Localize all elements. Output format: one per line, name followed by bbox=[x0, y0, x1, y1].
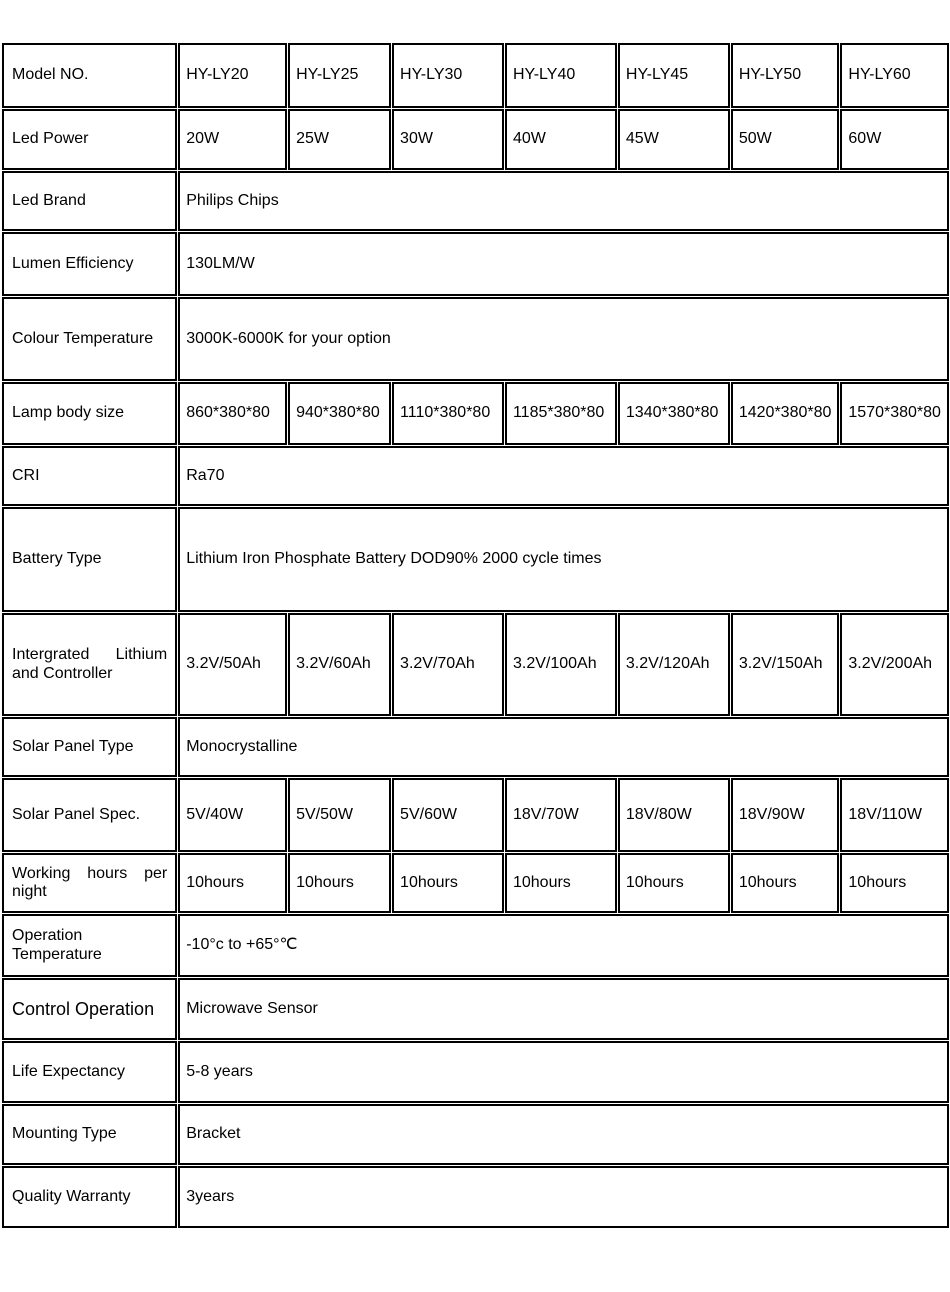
spec-label-control-operation: Control Operation bbox=[2, 978, 177, 1040]
spec-value-led-power-6: 60W bbox=[840, 109, 949, 170]
spec-value-model-no-4: HY-LY45 bbox=[618, 43, 730, 108]
spec-label-solar-panel-spec: Solar Panel Spec. bbox=[2, 778, 177, 852]
spec-label-working-hours: Working hours per night bbox=[2, 853, 177, 913]
spec-table bbox=[1, 42, 950, 1229]
spec-value-integrated-lithium-6: 3.2V/200Ah bbox=[840, 613, 949, 716]
spec-value-lamp-body-size-1: 940*380*80 bbox=[288, 382, 391, 445]
spec-label-mounting-type: Mounting Type bbox=[2, 1104, 177, 1165]
spec-value-led-power-4: 45W bbox=[618, 109, 730, 170]
spec-label-colour-temperature: Colour Temperature bbox=[2, 297, 177, 381]
spec-label-lamp-body-size: Lamp body size bbox=[2, 382, 177, 445]
spec-value-operation-temp: -10°c to +65°℃ bbox=[178, 914, 949, 977]
spec-row-lumen-efficiency bbox=[2, 232, 949, 296]
spec-value-model-no-3: HY-LY40 bbox=[505, 43, 617, 108]
spec-value-model-no-2: HY-LY30 bbox=[392, 43, 504, 108]
spec-label-quality-warranty: Quality Warranty bbox=[2, 1166, 177, 1228]
spec-row-led-power bbox=[2, 109, 949, 170]
spec-value-integrated-lithium-5: 3.2V/150Ah bbox=[731, 613, 840, 716]
spec-label-led-power: Led Power bbox=[2, 109, 177, 170]
spec-value-working-hours-1: 10hours bbox=[288, 853, 391, 913]
spec-value-lamp-body-size-2: 1110*380*80 bbox=[392, 382, 504, 445]
spec-value-led-brand: Philips Chips bbox=[178, 171, 949, 231]
spec-value-cri: Ra70 bbox=[178, 446, 949, 506]
spec-value-integrated-lithium-1: 3.2V/60Ah bbox=[288, 613, 391, 716]
spec-value-model-no-5: HY-LY50 bbox=[731, 43, 840, 108]
spec-row-colour-temperature bbox=[2, 297, 949, 381]
spec-value-solar-panel-spec-6: 18V/110W bbox=[840, 778, 949, 852]
spec-row-control-operation bbox=[2, 978, 949, 1040]
spec-row-quality-warranty bbox=[2, 1166, 949, 1228]
spec-value-working-hours-6: 10hours bbox=[840, 853, 949, 913]
spec-label-battery-type: Battery Type bbox=[2, 507, 177, 612]
spec-value-integrated-lithium-4: 3.2V/120Ah bbox=[618, 613, 730, 716]
spec-value-lamp-body-size-4: 1340*380*80 bbox=[618, 382, 730, 445]
spec-value-life-expectancy: 5-8 years bbox=[178, 1041, 949, 1103]
spec-value-mounting-type: Bracket bbox=[178, 1104, 949, 1165]
spec-label-operation-temp: Operation Temperature bbox=[2, 914, 177, 977]
spec-value-solar-panel-spec-5: 18V/90W bbox=[731, 778, 840, 852]
spec-value-control-operation: Microwave Sensor bbox=[178, 978, 949, 1040]
spec-label-lumen-efficiency: Lumen Efficiency bbox=[2, 232, 177, 296]
spec-row-battery-type bbox=[2, 507, 949, 612]
spec-label-integrated-lithium: Intergrated Lithium and Controller bbox=[2, 613, 177, 716]
spec-value-model-no-6: HY-LY60 bbox=[840, 43, 949, 108]
spec-value-integrated-lithium-0: 3.2V/50Ah bbox=[178, 613, 287, 716]
spec-label-life-expectancy: Life Expectancy bbox=[2, 1041, 177, 1103]
spec-value-integrated-lithium-3: 3.2V/100Ah bbox=[505, 613, 617, 716]
spec-value-colour-temperature: 3000K-6000K for your option bbox=[178, 297, 949, 381]
spec-row-integrated-lithium bbox=[2, 613, 949, 716]
spec-value-led-power-0: 20W bbox=[178, 109, 287, 170]
spec-value-lamp-body-size-5: 1420*380*80 bbox=[731, 382, 840, 445]
spec-row-working-hours bbox=[2, 853, 949, 913]
spec-label-model-no: Model NO. bbox=[2, 43, 177, 108]
spec-value-working-hours-5: 10hours bbox=[731, 853, 840, 913]
spec-value-working-hours-0: 10hours bbox=[178, 853, 287, 913]
spec-value-led-power-5: 50W bbox=[731, 109, 840, 170]
spec-row-solar-panel-spec bbox=[2, 778, 949, 852]
spec-row-operation-temp bbox=[2, 914, 949, 977]
spec-value-integrated-lithium-2: 3.2V/70Ah bbox=[392, 613, 504, 716]
spec-label-solar-panel-type: Solar Panel Type bbox=[2, 717, 177, 777]
spec-value-solar-panel-spec-2: 5V/60W bbox=[392, 778, 504, 852]
spec-value-led-power-1: 25W bbox=[288, 109, 391, 170]
spec-value-working-hours-3: 10hours bbox=[505, 853, 617, 913]
spec-value-solar-panel-spec-3: 18V/70W bbox=[505, 778, 617, 852]
spec-row-life-expectancy bbox=[2, 1041, 949, 1103]
spec-value-model-no-1: HY-LY25 bbox=[288, 43, 391, 108]
spec-value-battery-type: Lithium Iron Phosphate Battery DOD90% 2000 cycle times bbox=[178, 507, 949, 612]
spec-value-working-hours-4: 10hours bbox=[618, 853, 730, 913]
spec-value-led-power-2: 30W bbox=[392, 109, 504, 170]
spec-value-quality-warranty: 3years bbox=[178, 1166, 949, 1228]
spec-row-mounting-type bbox=[2, 1104, 949, 1165]
spec-value-led-power-3: 40W bbox=[505, 109, 617, 170]
spec-row-cri bbox=[2, 446, 949, 506]
spec-value-working-hours-2: 10hours bbox=[392, 853, 504, 913]
spec-value-lamp-body-size-0: 860*380*80 bbox=[178, 382, 287, 445]
spec-value-solar-panel-spec-0: 5V/40W bbox=[178, 778, 287, 852]
spec-row-lamp-body-size bbox=[2, 382, 949, 445]
spec-value-solar-panel-spec-1: 5V/50W bbox=[288, 778, 391, 852]
spec-value-lamp-body-size-3: 1185*380*80 bbox=[505, 382, 617, 445]
spec-value-solar-panel-spec-4: 18V/80W bbox=[618, 778, 730, 852]
spec-row-solar-panel-type bbox=[2, 717, 949, 777]
spec-label-led-brand: Led Brand bbox=[2, 171, 177, 231]
spec-row-led-brand bbox=[2, 171, 949, 231]
spec-row-model-no bbox=[2, 43, 949, 108]
spec-value-lumen-efficiency: 130LM/W bbox=[178, 232, 949, 296]
spec-value-solar-panel-type: Monocrystalline bbox=[178, 717, 949, 777]
spec-value-lamp-body-size-6: 1570*380*80 bbox=[840, 382, 949, 445]
spec-value-model-no-0: HY-LY20 bbox=[178, 43, 287, 108]
spec-label-cri: CRI bbox=[2, 446, 177, 506]
